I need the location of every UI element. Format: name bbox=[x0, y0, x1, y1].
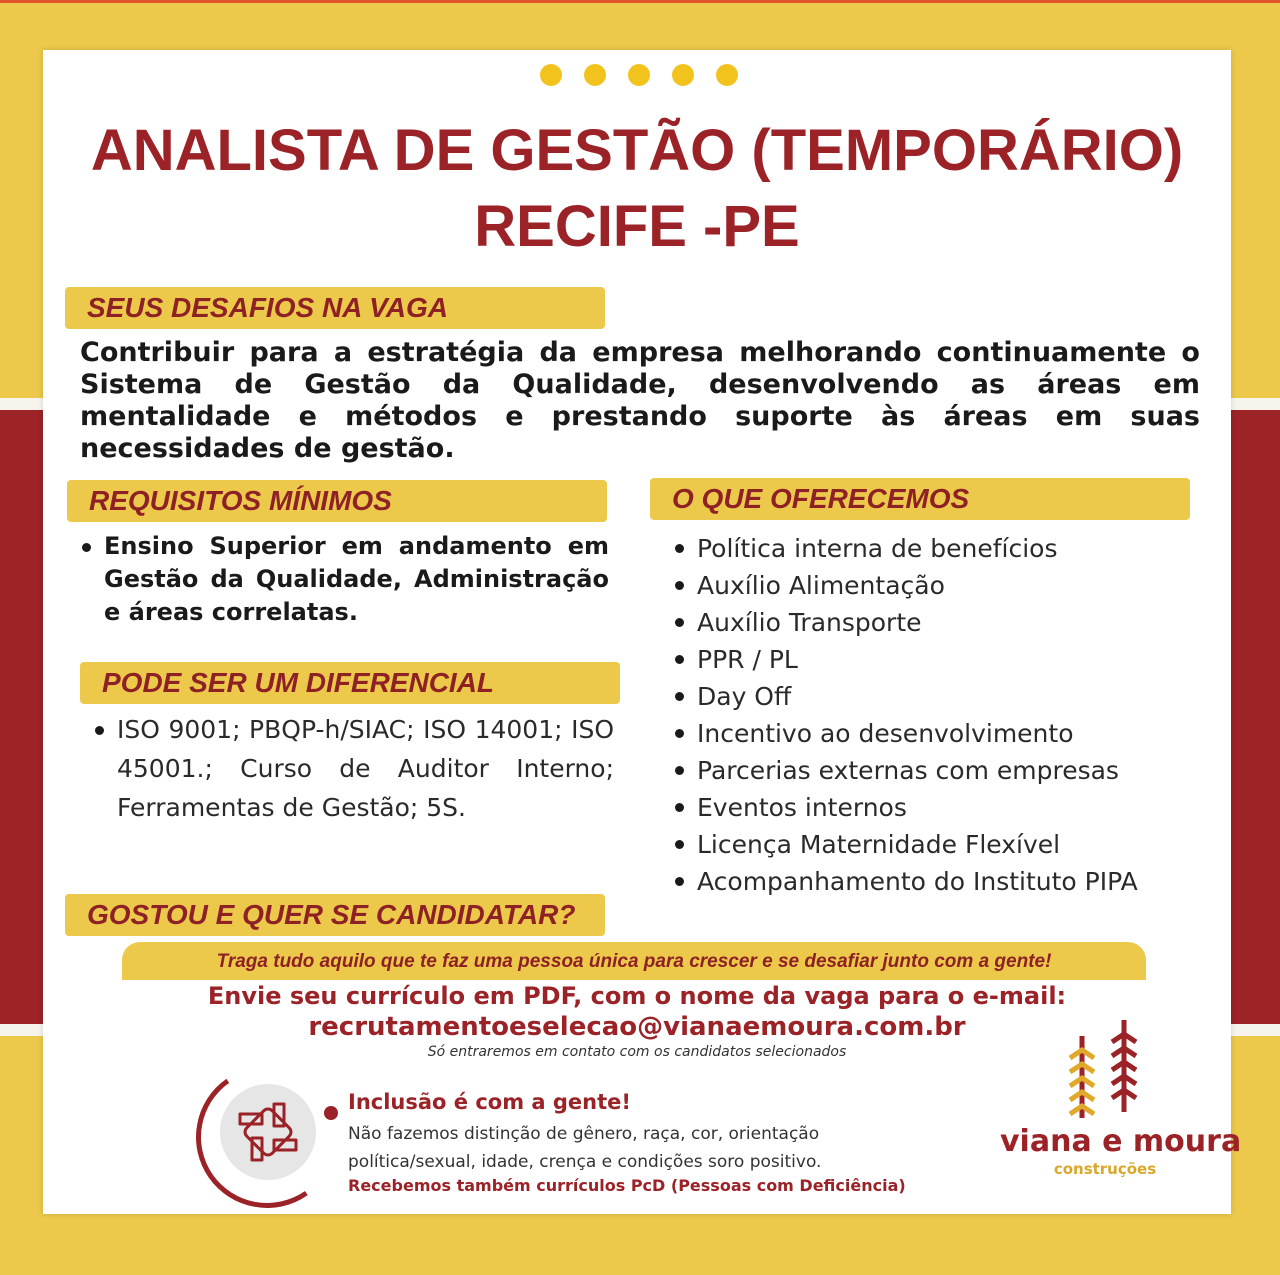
list-item: Eventos internos bbox=[697, 789, 1197, 826]
ring-knob bbox=[324, 1106, 338, 1120]
differential-header: PODE SER UM DIFERENCIAL bbox=[80, 662, 620, 704]
list-item: ISO 9001; PBQP-h/SIAC; ISO 14001; ISO 45001.; Curso de Auditor Interno; Ferramentas de Gestão; 5S. bbox=[117, 710, 614, 827]
job-location: RECIFE -PE bbox=[474, 194, 800, 259]
email-link[interactable]: recrutamentoeselecao@vianaemoura.com.br bbox=[308, 1012, 966, 1042]
buildings-logo-icon bbox=[1058, 1018, 1148, 1130]
decorative-dots bbox=[540, 64, 738, 86]
dot-icon bbox=[584, 64, 606, 86]
job-title: ANALISTA DE GESTÃO (TEMPORÁRIO) bbox=[90, 118, 1184, 183]
hands-icon bbox=[220, 1084, 316, 1180]
list-item: Licença Maternidade Flexível bbox=[697, 826, 1197, 863]
dot-icon bbox=[716, 64, 738, 86]
list-item: Acompanhamento do Instituto PIPA bbox=[697, 863, 1197, 900]
challenges-text: Contribuir para a estratégia da empresa melhorando continuamente o Sistema de Gestão da Qualidade, desenvolvendo as áreas em mentalidade e métodos e prestando suporte às áreas em suas necessidades de gestão. bbox=[80, 337, 1200, 464]
dot-icon bbox=[628, 64, 650, 86]
top-edge bbox=[0, 0, 1280, 3]
inclusion-line-2: política/sexual, idade, crença e condições soro positivo. bbox=[348, 1152, 822, 1172]
list-item: Parcerias externas com empresas bbox=[697, 752, 1197, 789]
brand-name: viana e moura bbox=[1000, 1124, 1242, 1159]
list-item: Auxílio Alimentação bbox=[697, 567, 1197, 604]
dot-icon bbox=[540, 64, 562, 86]
list-item: Ensino Superior em andamento em Gestão da Qualidade, Administração e áreas correlatas. bbox=[104, 530, 609, 629]
brand-subtitle: construções bbox=[1053, 1160, 1157, 1178]
list-item: Auxílio Transporte bbox=[697, 604, 1197, 641]
requirements-list bbox=[104, 530, 609, 629]
requirements-header: REQUISITOS MÍNIMOS bbox=[67, 480, 607, 522]
offers-header: O QUE OFERECEMOS bbox=[650, 478, 1190, 520]
challenges-header: SEUS DESAFIOS NA VAGA bbox=[65, 287, 605, 329]
apply-banner: Traga tudo aquilo que te faz uma pessoa única para crescer e se desafiar junto com a gente! bbox=[122, 942, 1146, 980]
inclusion-title: Inclusão é com a gente! bbox=[348, 1090, 631, 1114]
inclusion-line-1: Não fazemos distinção de gênero, raça, cor, orientação bbox=[348, 1124, 820, 1144]
list-item: PPR / PL bbox=[697, 641, 1197, 678]
dot-icon bbox=[672, 64, 694, 86]
apply-header: GOSTOU E QUER SE CANDIDATAR? bbox=[65, 894, 605, 936]
differential-list bbox=[117, 710, 614, 827]
pcd-note: Recebemos também currículos PcD (Pessoas com Deficiência) bbox=[348, 1176, 906, 1195]
offers-list bbox=[697, 530, 1197, 900]
list-item: Política interna de benefícios bbox=[697, 530, 1197, 567]
send-instruction: Envie seu currículo em PDF, com o nome da vaga para o e-mail: bbox=[207, 982, 1067, 1010]
list-item: Day Off bbox=[697, 678, 1197, 715]
contact-note: Só entraremos em contato com os candidatos selecionados bbox=[427, 1044, 847, 1060]
list-item: Incentivo ao desenvolvimento bbox=[697, 715, 1197, 752]
